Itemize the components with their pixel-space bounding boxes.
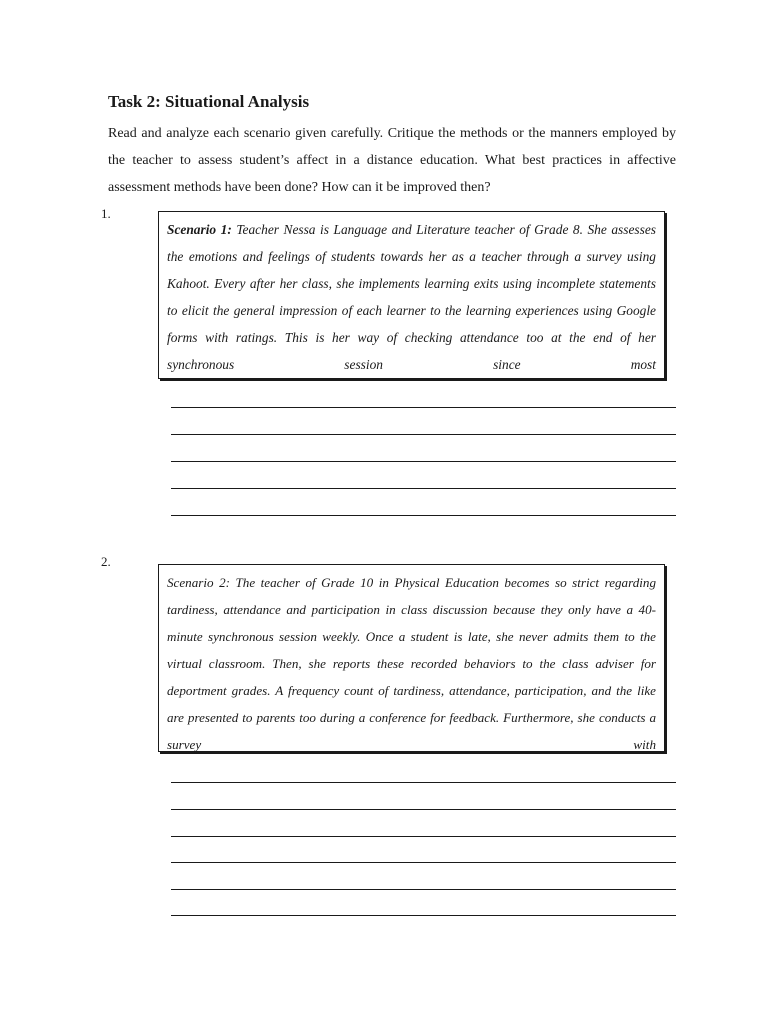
answer-line[interactable]: [171, 488, 676, 489]
scenario-1-lead: Scenario 1:: [167, 222, 232, 237]
task-instructions: Read and analyze each scenario given carefully. Critique the methods or the manners employed by the teacher to assess student’s affect in a distance education. What best practices in affective assessment methods have been done? How can it be improved then?: [108, 126, 676, 195]
answer-line[interactable]: [171, 434, 676, 435]
answer-line[interactable]: [171, 515, 676, 516]
answer-line[interactable]: [171, 809, 676, 810]
scenario-2-text: [159, 565, 664, 752]
answer-line[interactable]: [171, 889, 676, 890]
answer-line[interactable]: [171, 862, 676, 863]
scenario-2-body: Scenario 2: The teacher of Grade 10 in Physical Education becomes so strict regarding tardiness, attendance and participation in class discussion because they only have a 40-minute synchronous session weekly. Once a student is late, she never admits them to the virtual classroom. Then, she reports these recorded behaviors to the class adviser for deportment grades. A frequency count of tardiness, attendance, participation, and the like are presented to parents too during a conference for feedback. Furthermore, she conducts a survey with: [167, 575, 656, 752]
item-number-1: 1.: [101, 206, 111, 221]
scenario-1-body: Teacher Nessa is Language and Literature teacher of Grade 8. She assesses the emotions and feelings of students towards her as a teacher through a survey using Kahoot. Every after her class, she implements learning exits using incomplete statements to elicit the general impression of each learner to the learning experiences using Google forms with ratings. This is her way of checking attendance too at the end of her synchronous session since most: [167, 222, 656, 372]
answer-line[interactable]: [171, 407, 676, 408]
answer-line[interactable]: [171, 836, 676, 837]
answer-line[interactable]: [171, 461, 676, 462]
task-title: Task 2: Situational Analysis: [108, 92, 310, 111]
scenario-2-box: [158, 564, 665, 752]
answer-line[interactable]: [171, 782, 676, 783]
scenario-1-box: [158, 211, 665, 379]
answer-line[interactable]: [171, 915, 676, 916]
scenario-1-text: [159, 212, 664, 378]
item-number-2: 2.: [101, 554, 111, 569]
